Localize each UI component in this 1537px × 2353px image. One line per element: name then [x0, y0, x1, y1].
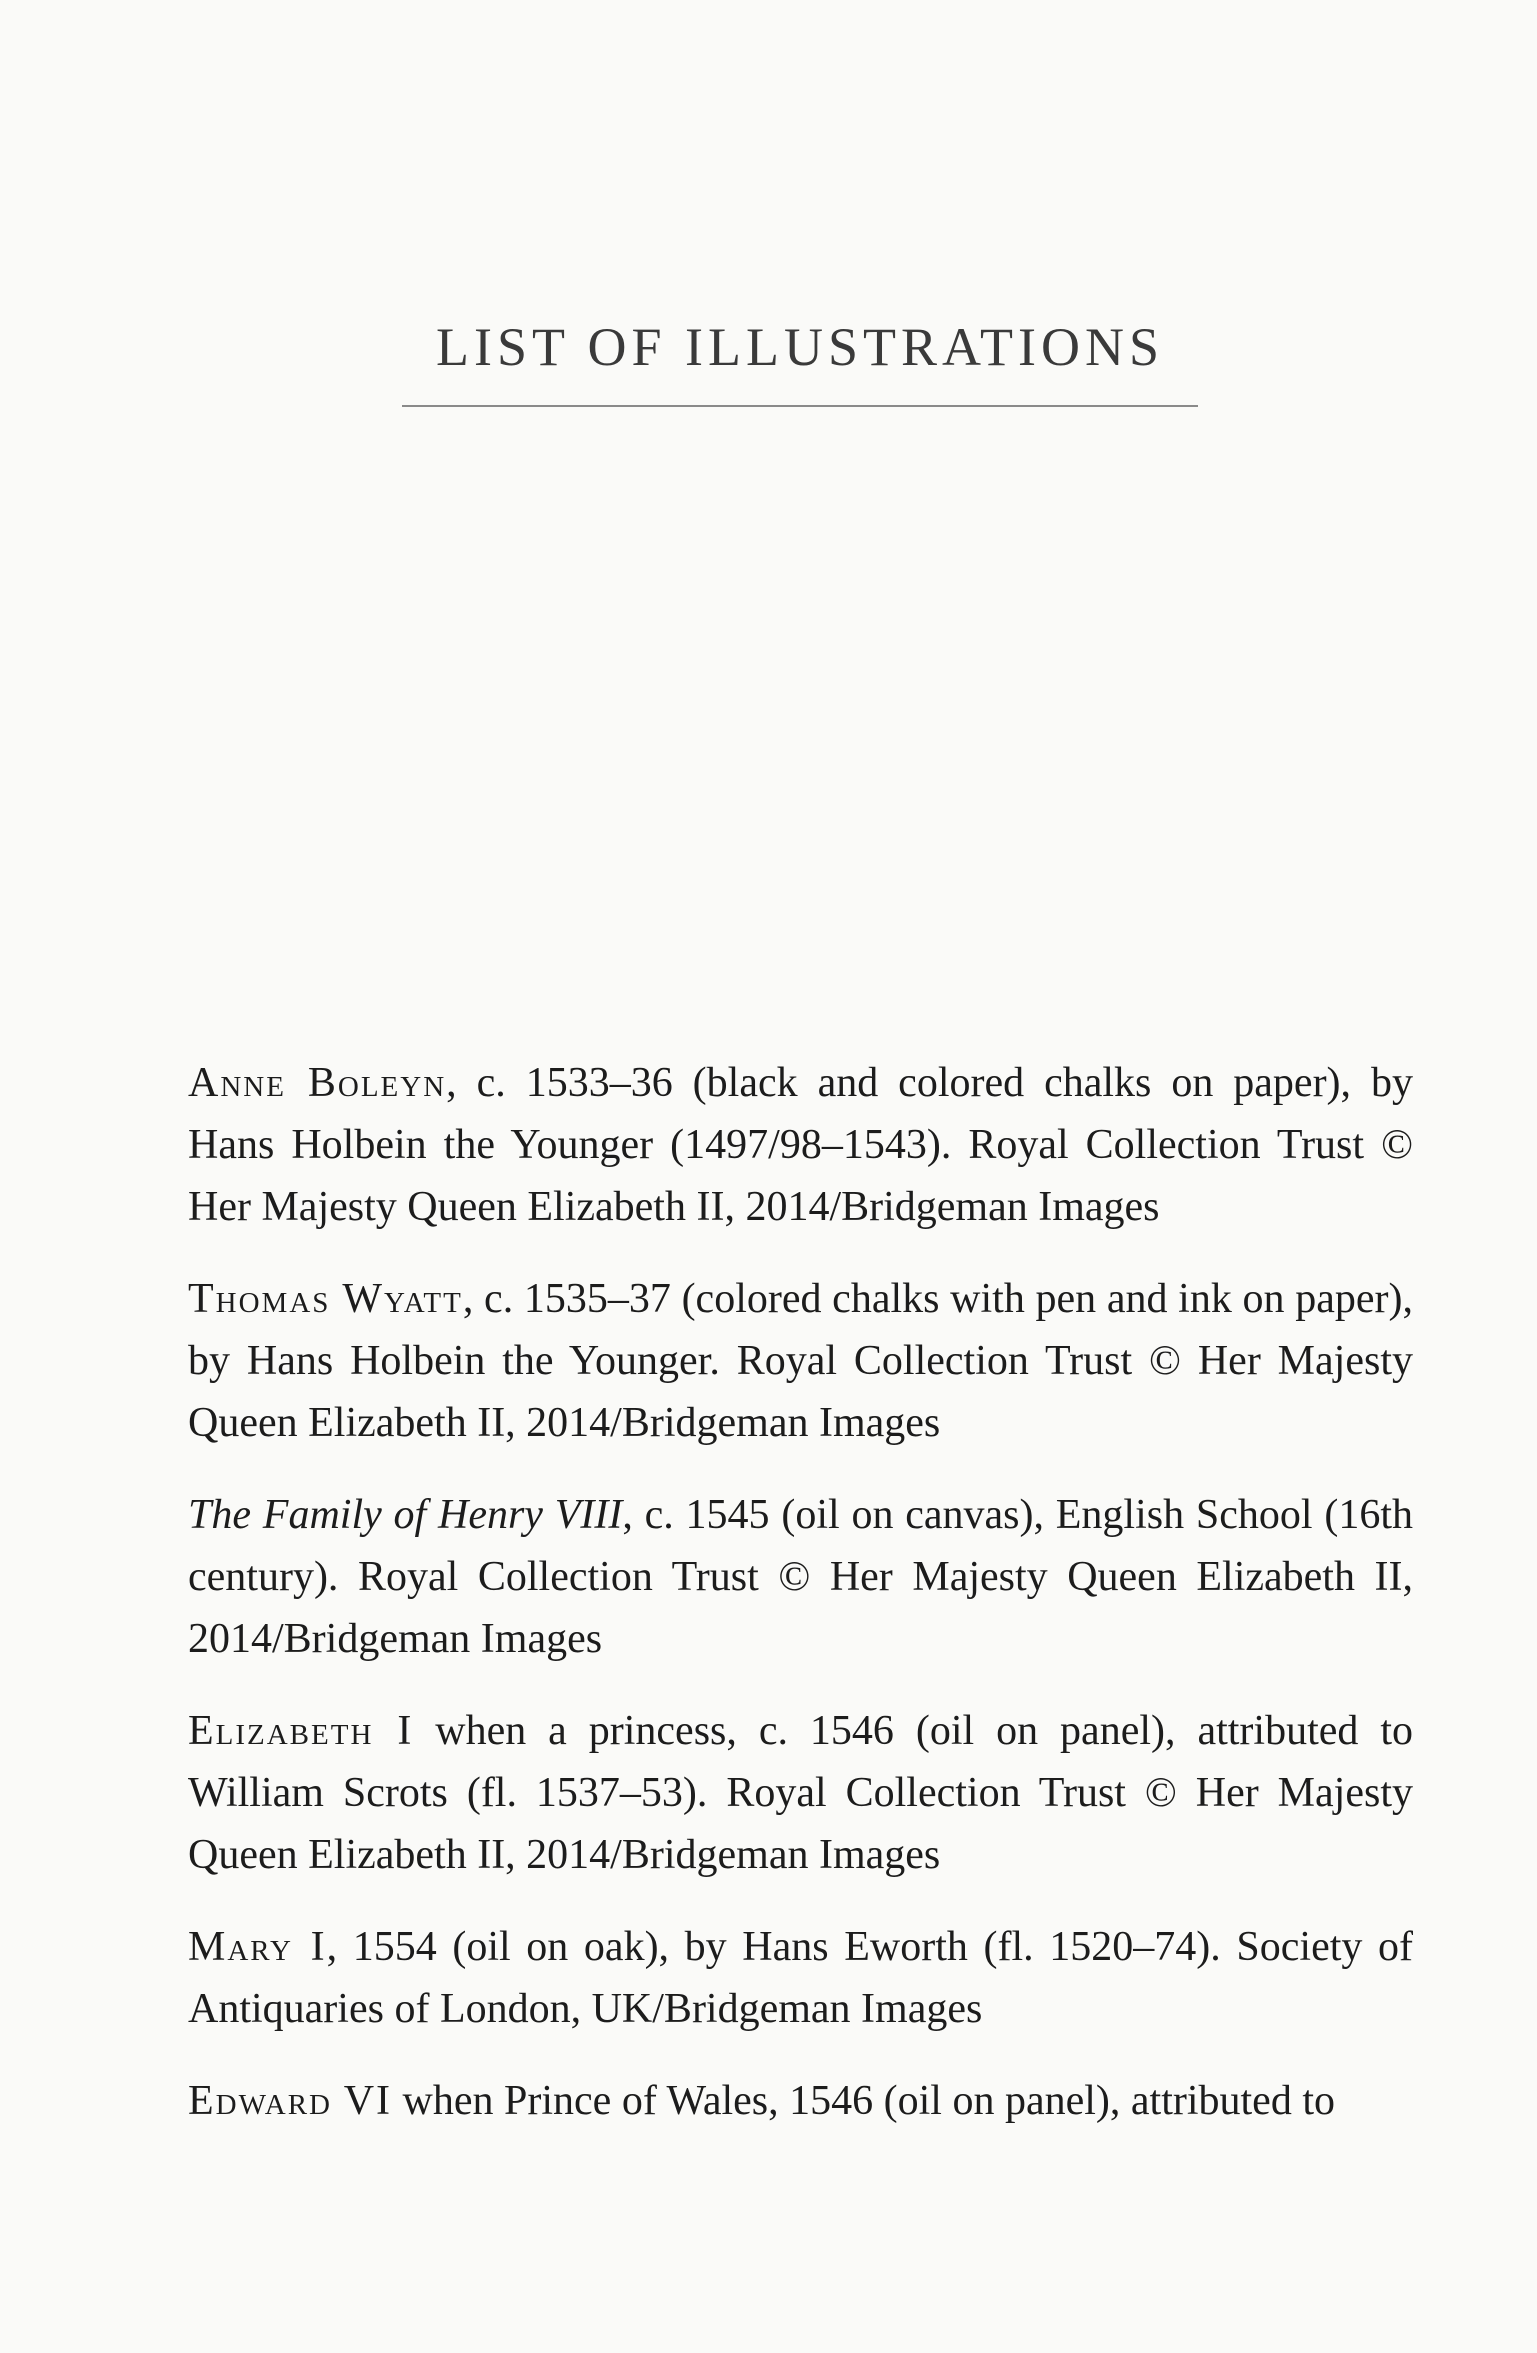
page-title: LIST OF ILLUSTRATIONS — [435, 317, 1165, 377]
illustration-entry-edward-vi — [188, 2070, 1413, 2132]
heading-block — [402, 318, 1198, 407]
entry-subject: Edward VI — [188, 2078, 393, 2124]
illustration-entry-thomas-wyatt — [188, 1268, 1413, 1454]
entry-description: when Prince of Wales, 1546 (oil on panel), attributed to — [392, 2078, 1335, 2124]
entry-description: , c. 1533–36 (black and colored chalks on paper), by Hans Holbein the Younger (1497/98–1543). Royal Collection Trust © Her Majesty Queen Elizabeth II, 2014/Bridgeman Images — [188, 1060, 1414, 1230]
entry-description: when a princess, c. 1546 (oil on panel), attributed to William Scrots (fl. 1537–53). Royal Collection Trust © Her Majesty Queen Elizabeth II, 2014/Bridgeman Images — [188, 1708, 1413, 1878]
entry-subject: Thomas Wyatt — [188, 1276, 463, 1322]
entry-description: , c. 1535–37 (colored chalks with pen and ink on paper), by Hans Holbein the Younger. Royal Collection Trust © Her Majesty Queen Elizabeth II, 2014/Bridgeman Images — [188, 1276, 1413, 1446]
entry-subject: Mary I — [188, 1924, 327, 1970]
illustration-entry-elizabeth-i — [188, 1700, 1413, 1886]
entry-subject: The Family of Henry VIII — [188, 1492, 623, 1538]
illustration-entry-anne-boleyn — [188, 1052, 1413, 1238]
illustration-entry-mary-i — [188, 1916, 1413, 2040]
title-underline-rule — [402, 405, 1198, 407]
entry-subject: Anne Boleyn — [188, 1060, 447, 1106]
entry-description: , 1554 (oil on oak), by Hans Eworth (fl. 1520–74). Society of Antiquaries of London, UK/Bridgeman Images — [188, 1924, 1413, 2032]
illustration-entry-family-of-henry-viii — [188, 1484, 1413, 1670]
entry-subject: Elizabeth I — [188, 1708, 414, 1754]
entry-description: , c. 1545 (oil on canvas), English School (16th century). Royal Collection Trust © Her Majesty Queen Elizabeth II, 2014/Bridgeman Images — [188, 1492, 1413, 1662]
illustration-list — [188, 1052, 1413, 2132]
